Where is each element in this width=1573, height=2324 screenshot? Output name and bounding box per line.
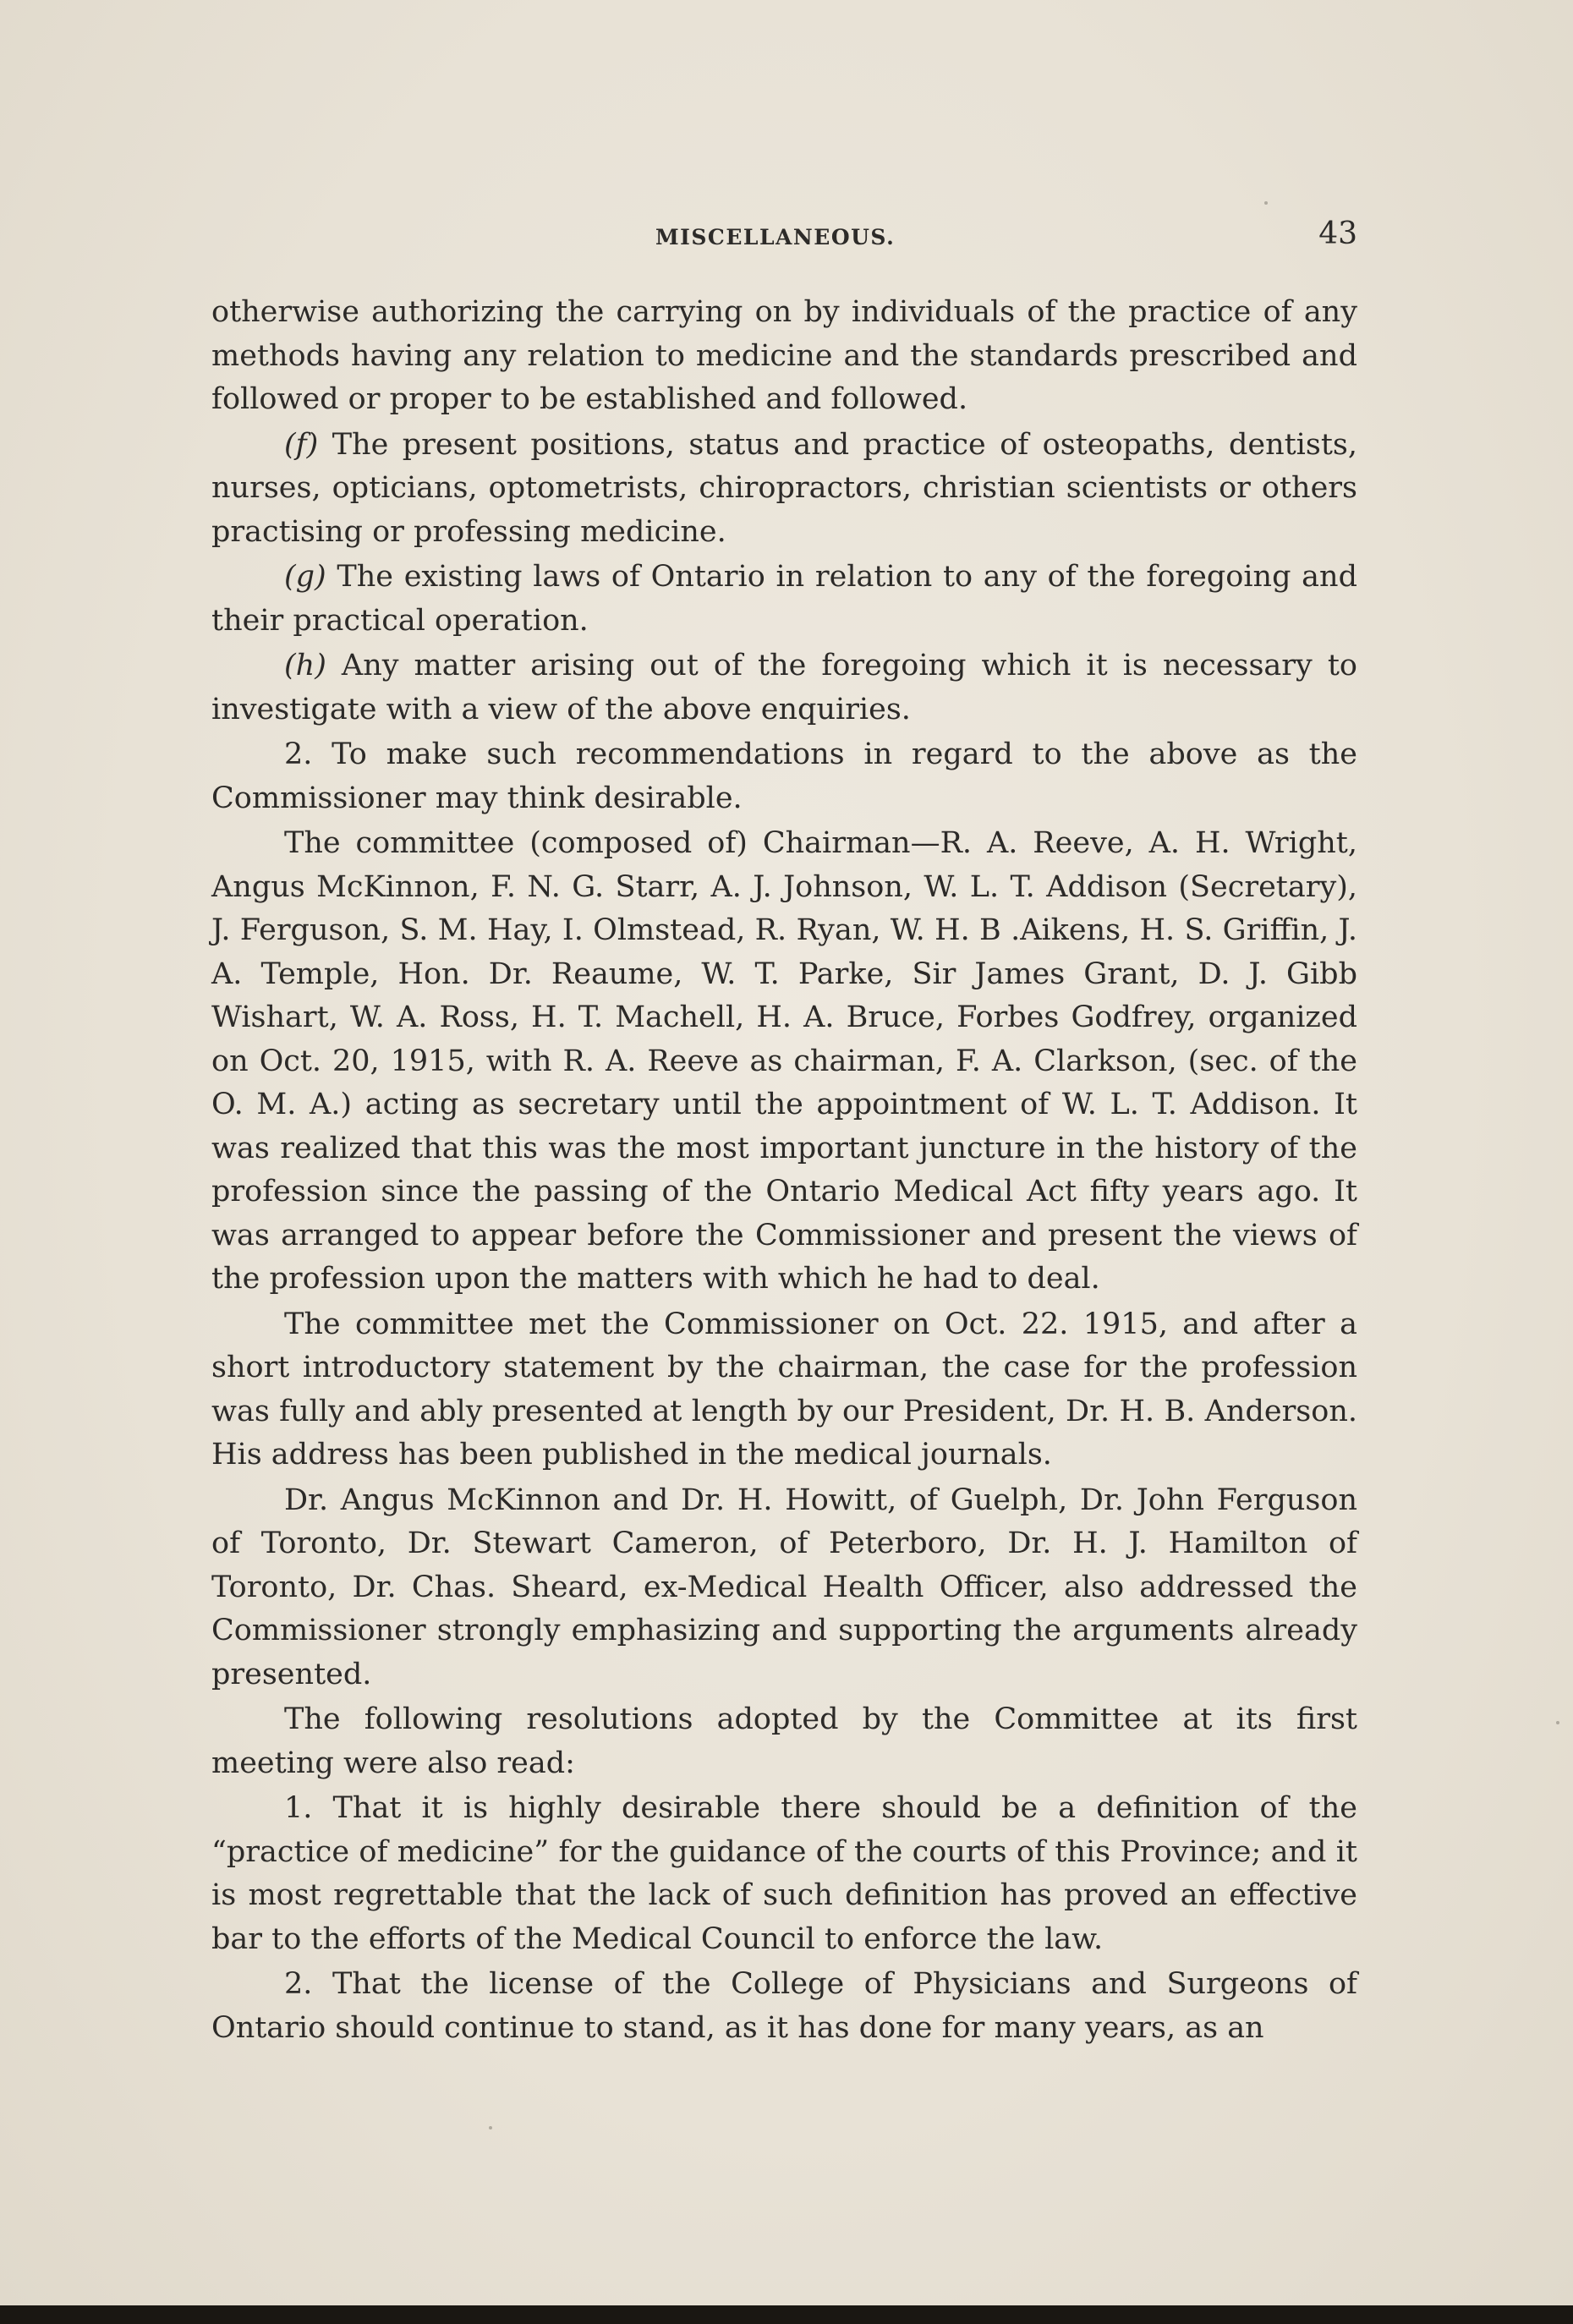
scan-border <box>0 2305 1573 2324</box>
paper-speck <box>489 2126 492 2129</box>
paper-speck <box>1556 1721 1559 1724</box>
running-head: MISCELLANEOUS. <box>655 225 896 249</box>
paragraph: The committee met the Commissioner on Oct. 22. 1915, and after a short introductory statement by the chairman, the case for the profession was fully and ably presented at length by our President, Dr. H. B. Anderson. His address has been published in the medical journals. <box>211 1307 1357 1472</box>
paper-speck <box>1264 201 1268 205</box>
paragraph-item-g: (g) The existing laws of Ontario in relation to any of the foregoing and their practical operation. <box>211 560 1357 638</box>
item-label: (g) <box>284 560 326 594</box>
item-label: (h) <box>284 649 326 682</box>
paragraph: 2. To make such recommendations in regard to the above as the Commissioner may think desirable. <box>211 737 1357 815</box>
paragraph-item-h: (h) Any matter arising out of the foregoing which it is necessary to investigate with a view of the above enquiries. <box>211 649 1357 726</box>
page-header <box>211 217 1357 272</box>
resolution-2: 2. That the license of the College of Physicians and Surgeons of Ontario should continue to stand, as it has done for many years, as an <box>211 1967 1357 2045</box>
paragraph: Dr. Angus McKinnon and Dr. H. Howitt, of Guelph, Dr. John Ferguson of Toronto, Dr. Stewart Cameron, of Peterboro, Dr. H. J. Hamilton of Toronto, Dr. Chas. Sheard, ex-Medical Health Officer, also addressed the Commissioner strongly emphasizing and supporting the arguments already presented. <box>211 1483 1357 1691</box>
paragraph-item-f: (f) The present positions, status and practice of osteopaths, dentists, nurses, opticians, optometrists, chiropractors, christian scientists or others practising or professing medicine. <box>211 427 1357 549</box>
paragraph: The following resolutions adopted by the Committee at its first meeting were also read: <box>211 1702 1357 1780</box>
body-text <box>211 291 1357 2050</box>
resolution-1: 1. That it is highly desirable there should be a definition of the “practice of medicine” for the guidance of the courts of this Province; and it is most regrettable that the lack of such definition has proved an effective bar to the efforts of the Medical Council to enforce the law. <box>211 1791 1357 1956</box>
paragraph: The committee (composed of) Chairman—R. A. Reeve, A. H. Wright, Angus McKinnon, F. N. G. Starr, A. J. Johnson, W. L. T. Addison (Secretary), J. Ferguson, S. M. Hay, I. Olmstead, R. Ryan, W. H. B .Aikens, H. S. Griffin, J. A. Temple, Hon. Dr. Reaume, W. T. Parke, Sir James Grant, D. J. Gibb Wishart, W. A. Ross, H. T. Machell, H. A. Bruce, Forbes Godfrey, organized on Oct. 20, 1915, with R. A. Reeve as chairman, F. A. Clarkson, (sec. of the O. M. A.) acting as secretary until the appointment of W. L. T. Addison. It was realized that this was the most important juncture in the history of the profession since the passing of the Ontario Medical Act fifty years ago. It was arranged to appear before the Commissioner and present the views of the profession upon the matters with which he had to deal. <box>211 826 1357 1296</box>
page-number: 43 <box>1318 217 1357 251</box>
paragraph: otherwise authorizing the carrying on by individuals of the practice of any methods having any relation to medicine and the standards prescribed and followed or proper to be established and followed. <box>211 295 1357 416</box>
item-label: (f) <box>284 427 319 462</box>
